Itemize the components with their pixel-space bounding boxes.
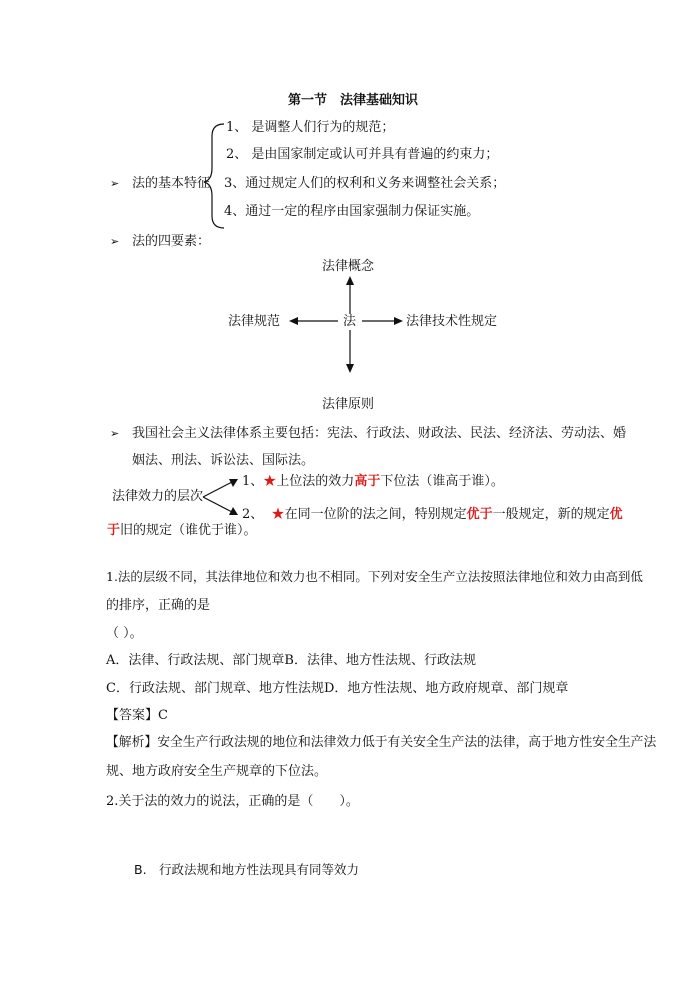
feature-item-1: 1、 是调整人们行为的规范； <box>226 120 395 135</box>
bullet-icon: ➢ <box>110 177 120 190</box>
emphasis: 高于 <box>354 474 381 489</box>
question-1-options-cd: C．行政法规、部门规章、地方性法规D．地方性法规、地方政府规章、部门规章 <box>106 681 569 696</box>
arrow-down-head <box>346 364 354 373</box>
arrow-up-head <box>346 276 354 285</box>
item-number: 1、 <box>242 474 264 489</box>
hierarchy-item-1 <box>242 475 504 488</box>
analysis-text: 安全生产行政法规的地位和法律效力低于有关安全生产法的法律，高于地方性安全生产法 <box>157 735 657 750</box>
element-bottom: 法律原则 <box>322 397 375 412</box>
feature-item-2: 2、 是由国家制定或认可并具有普遍的约束力； <box>226 147 499 162</box>
elements-heading: 法的四要素： <box>132 234 211 249</box>
question-1-blank: （ ）。 <box>106 626 143 641</box>
element-right: 法律技术性规定 <box>406 314 498 329</box>
question-2-line-1: 2.关于法的效力的说法，正确的是（ ）。 <box>106 794 359 809</box>
question-1-analysis <box>106 737 656 750</box>
system-line-2: 姻法、刑法、诉讼法、国际法。 <box>132 453 315 468</box>
emphasis: 于 <box>107 523 121 538</box>
question-1-options-ab: A．法律、行政法规、部门规章B．法律、地方性法规、行政法规 <box>106 653 476 668</box>
bullet-icon: ➢ <box>110 427 120 440</box>
page-title: 第一节 法律基础知识 <box>288 93 419 108</box>
text: 下位法（谁高于谁）。 <box>380 474 504 489</box>
question-1-line-2: 的排序，正确的是 <box>106 598 211 613</box>
star-icon: ★ <box>263 474 277 489</box>
features-label: 法的基本特征 <box>132 176 211 191</box>
item-number: 2、 <box>242 507 264 522</box>
element-left: 法律规范 <box>228 314 281 329</box>
element-top: 法律概念 <box>322 259 375 274</box>
emphasis: 优于 <box>466 507 493 522</box>
hierarchy-arrow-up-line <box>203 482 232 497</box>
question-2-option-b: B. 行政法规和地方性法现具有同等效力 <box>134 862 360 877</box>
text: 在同一位阶的法之间，特别规定 <box>284 507 467 522</box>
hierarchy-item-2-cont <box>107 524 257 537</box>
text: 一般规定，新的规定 <box>492 507 610 522</box>
feature-item-4: 4、通过一定的程序由国家强制力保证实施。 <box>224 204 480 219</box>
system-line-1: 我国社会主义法律体系主要包括：宪法、行政法、财政法、民法、经济法、劳动法、婚 <box>132 426 627 441</box>
question-1-line-1: 1.法的层级不同，其法律地位和效力也不相同。下列对安全生产立法按照法律地位和效力由高到低 <box>106 569 643 584</box>
text: 上位法的效力 <box>276 474 355 489</box>
hierarchy-item-2 <box>242 508 623 521</box>
emphasis: 优 <box>609 507 623 522</box>
arrow-left-head <box>289 317 298 325</box>
text: 旧的规定（谁优于谁）。 <box>120 523 257 538</box>
analysis-tag: 【解析】 <box>106 735 158 750</box>
hierarchy-arrow-down-line <box>203 497 232 512</box>
element-center: 法 <box>343 314 357 329</box>
hierarchy-label: 法律效力的层次 <box>112 489 204 504</box>
bullet-icon: ➢ <box>110 235 120 248</box>
arrow-right-head <box>394 317 403 325</box>
star-icon: ★ <box>271 507 285 522</box>
question-1-answer: 【答案】C <box>106 708 168 723</box>
question-1-analysis-cont: 规、地方政府安全生产规章的下位法。 <box>106 764 328 779</box>
feature-item-3: 3、通过规定人们的权利和义务来调整社会关系； <box>224 176 506 191</box>
